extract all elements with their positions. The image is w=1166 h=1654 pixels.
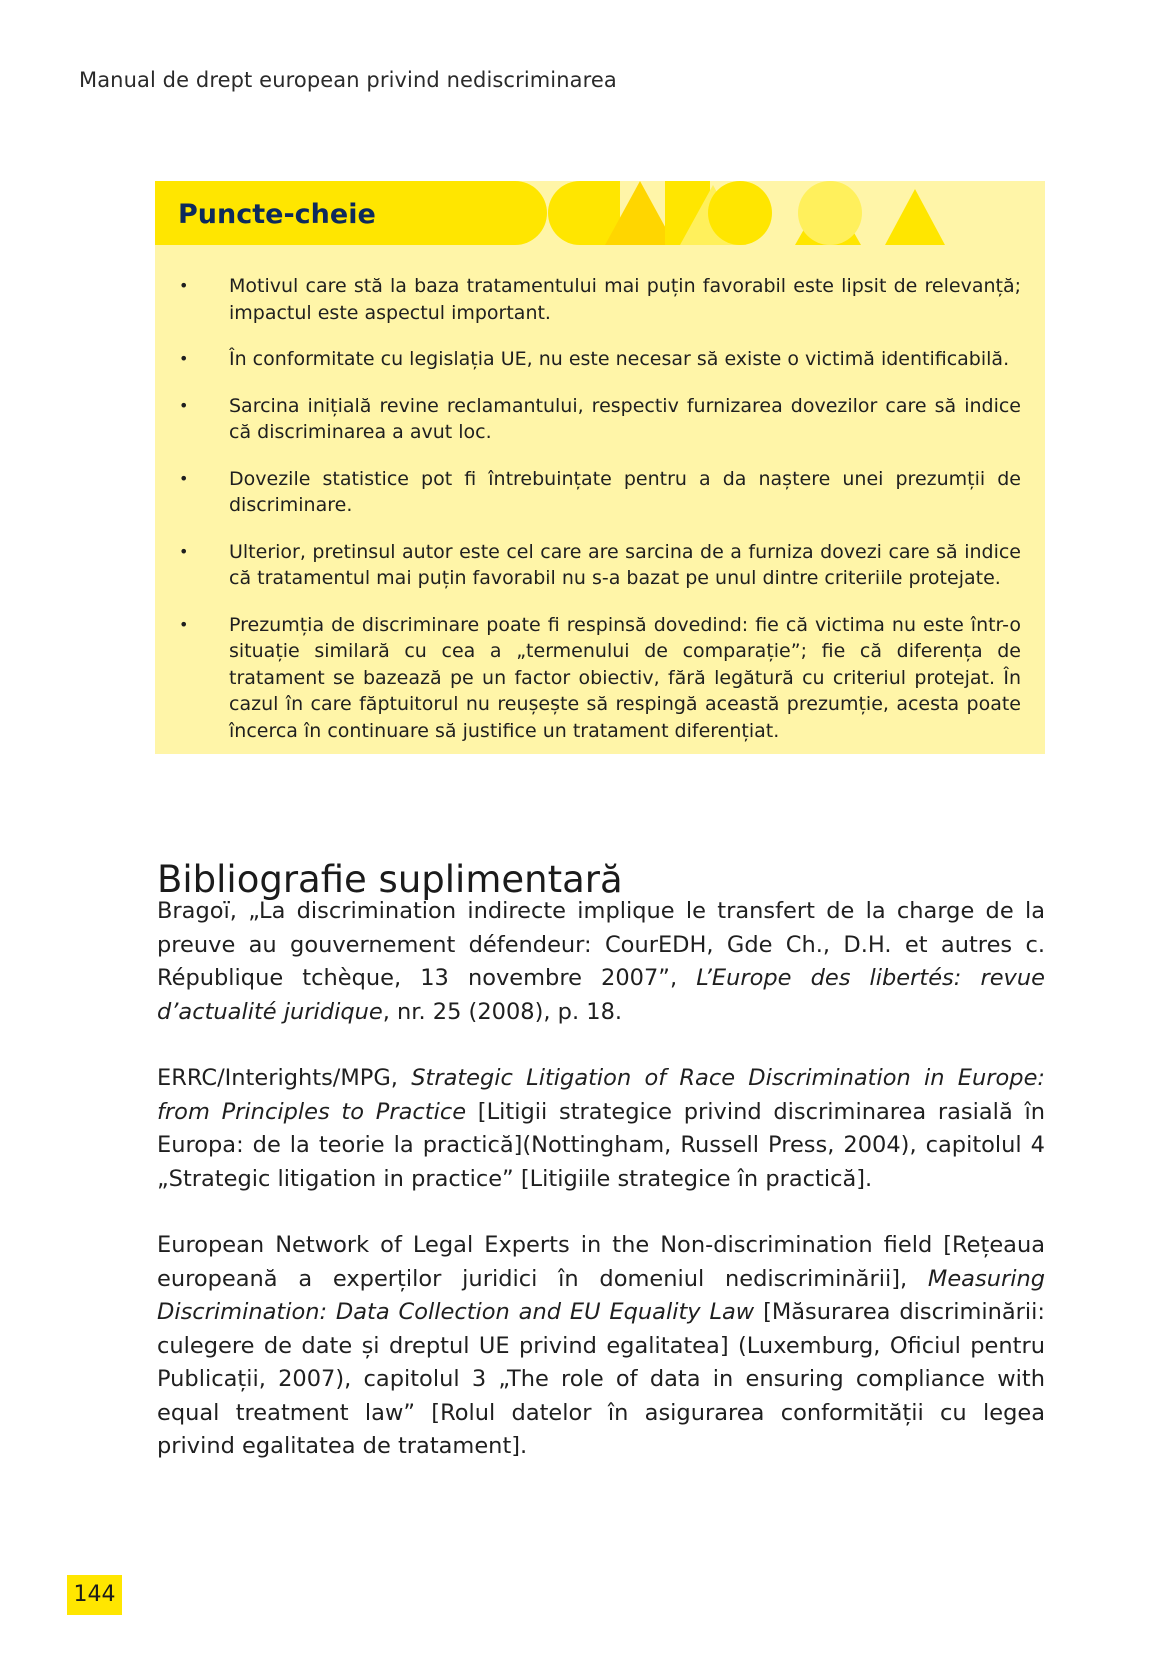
key-points-list	[155, 273, 1045, 764]
bib-entry-title: Measuring Discrimination: Data Collection and EU Equality Law	[157, 1265, 1045, 1325]
decor-shape	[483, 181, 547, 245]
key-point-item	[155, 612, 1045, 745]
section-title: Bibliografie suplimentară	[157, 857, 623, 901]
key-point-text: În conformitate cu legislația UE, nu este necesar să existe o victimă identificabilă.	[229, 348, 1010, 370]
key-point-text: Prezumția de discriminare poate fi respinsă dovedind: fie că victima nu este într-o situație similară cu cea a „termenului de comparație”; fie că diferența de tratament se bazează pe un factor obiectiv, fără legătură cu criteriul protejat. În cazul în care făptuitorul nu reușește să respingă această prezumție, acesta poate încerca în continuare să justifice un tratament diferențiat.	[229, 613, 1021, 742]
page-number: 144	[67, 1575, 122, 1615]
bullet-icon: •	[179, 614, 189, 634]
bib-entry-text: Bragoï, „La discrimination indirecte implique le transfert de la charge de la preuve au gouvernement défendeur: CourEDH, Gde Ch., D.H. et autres c. République tchèque, 13 novembre 2007”,	[157, 898, 1045, 991]
key-point-text: Dovezile statistice pot fi întrebuințate pentru a da naștere unei prezumții de discriminare.	[229, 467, 1021, 516]
bib-entry-text: [Măsurarea discriminării: culegere de date și dreptul UE privind egalitatea] (Luxemburg, Oficiul pentru Publicații, 2007), capitolul 3 „The role of data in ensuring compliance with equal treatment law” [Rolul datelor în asigurarea conformității cu legea privind egalitatea de tratament].	[157, 1299, 1045, 1459]
decor-shape	[708, 181, 772, 245]
bullet-icon: •	[179, 395, 189, 415]
bullet-icon: •	[179, 349, 189, 368]
bibliography-entry	[157, 1229, 1045, 1464]
key-point-item	[155, 539, 1045, 592]
key-point-item	[155, 466, 1045, 519]
key-point-item	[155, 393, 1045, 446]
key-point-text: Motivul care stă la baza tratamentului mai puțin favorabil este lipsit de relevanță; impactul este aspectul important.	[229, 275, 1021, 324]
key-points-box	[155, 181, 1045, 754]
bib-entry-text: European Network of Legal Experts in the Non-discrimination field [Rețeaua europeană a experților juridici în domeniul nediscriminării],	[157, 1232, 1045, 1292]
bib-entry-text: , nr. 25 (2008), p. 18.	[382, 998, 623, 1025]
decor-shape	[885, 189, 945, 245]
bullet-icon: •	[179, 468, 189, 488]
bibliography-entry	[157, 895, 1045, 1029]
bullet-icon: •	[179, 541, 189, 561]
bib-entry-title: Strategic Litigation of Race Discrimination in Europe: from Principles to Practice	[157, 1065, 1045, 1125]
decor-shape	[798, 181, 862, 245]
key-points-title: Puncte-cheie	[178, 199, 376, 230]
bibliography-entry	[157, 1062, 1045, 1196]
key-point-text: Sarcina inițială revine reclamantului, respectiv furnizarea dovezilor care să indice că discriminarea a avut loc.	[229, 394, 1021, 443]
key-point-item	[155, 346, 1045, 373]
bib-entry-title: L’Europe des libertés: revue d’actualité juridique	[157, 965, 1045, 1025]
decorative-shapes	[455, 181, 955, 245]
key-point-item	[155, 273, 1045, 326]
bib-entry-text: ERRC/Interights/MPG,	[157, 1065, 412, 1091]
running-header: Manual de drept european privind nediscriminarea	[79, 68, 617, 92]
bib-entry-text: [Litigii strategice privind discriminarea rasială în Europa: de la teorie la practică](Nottingham, Russell Press, 2004), capitolul 4 „Strategic litigation in practice” [Litigiile strategice în practică].	[157, 1098, 1045, 1192]
bullet-icon: •	[179, 276, 189, 295]
key-point-text: Ulterior, pretinsul autor este cel care are sarcina de a furniza dovezi care să indice că tratamentul mai puțin favorabil nu s-a bazat pe unul dintre criteriile protejate.	[229, 540, 1021, 589]
key-points-title-bar	[155, 181, 1045, 245]
